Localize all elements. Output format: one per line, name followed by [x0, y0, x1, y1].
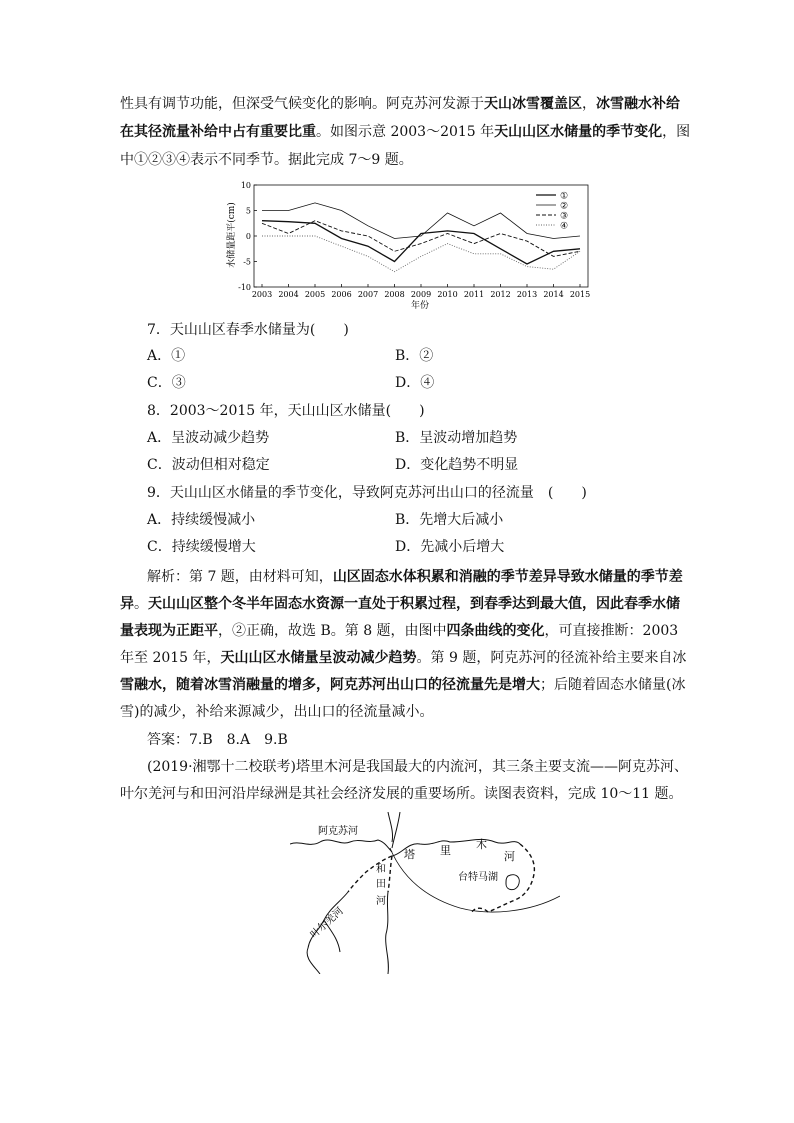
legend-label-3: ③ [560, 211, 569, 222]
map-label-hotan-1: 和 [376, 864, 386, 875]
x-tick-label: 2003 [251, 290, 273, 299]
map-label-aksu: 阿克苏河 [318, 826, 358, 837]
x-tick-label: 2005 [304, 290, 326, 299]
question-8-option-a[interactable]: A．呈波动减少趋势 [147, 430, 270, 446]
water-storage-chart [224, 180, 598, 310]
series-line-1 [262, 221, 580, 264]
taitema-lake-outline [506, 875, 519, 890]
y-tick-label: -10 [238, 283, 251, 292]
analysis-line-6: 雪)的减少，补给来源减少，出山口的径流量减小。 [120, 704, 434, 720]
question-7-stem: 7．天山山区春季水储量为( ) [147, 322, 349, 338]
passage2-line-1: (2019·湘鄂十二校联考)塔里木河是我国最大的内流河，其三条主要支流——阿克苏河、 [147, 759, 689, 775]
legend-label-4: ④ [560, 221, 569, 232]
intro-line-3: 中①②③④表示不同季节。据此完成 7～9 题。 [120, 152, 413, 168]
chart-ylabel: 水储量距平(cm) [227, 202, 237, 268]
intro-line-2: 在其径流量补给中占有重要比重。如图示意 2003～2015 年天山山区水储量的季节变化，图 [120, 124, 691, 140]
x-tick-label: 2011 [463, 290, 485, 299]
map-label-tarim-2: 里 [440, 844, 451, 857]
question-7-option-a[interactable]: A．① [147, 348, 186, 364]
analysis-line-1: 解析：第 7 题，由材料可知，山区固态水体积累和消融的季节差异导致水储量的季节差 [147, 569, 683, 585]
question-8-option-b[interactable]: B．呈波动增加趋势 [395, 430, 518, 446]
question-9-option-c[interactable]: C．持续缓慢增大 [147, 539, 256, 555]
y-tick-label: -5 [243, 257, 251, 267]
analysis-line-5: 雪融水，随着冰雪消融量的增多，阿克苏河出山口的径流量先是增大；后随着固态水储量(冰 [120, 677, 686, 693]
map-label-hotan-2: 田 [376, 879, 386, 890]
map-label-yarkand: 叶尔羌河 [308, 905, 346, 941]
aksu-river [290, 840, 392, 852]
series-line-4 [262, 236, 580, 272]
aksu-river-branch [388, 812, 400, 848]
analysis-line-2: 异。天山山区整个冬半年固态水资源一直处于积累过程，到春季达到最大值，因此春季水储 [120, 596, 680, 612]
question-8-option-d[interactable]: D．变化趋势不明显 [395, 457, 519, 473]
hotan-river-dashed [388, 856, 392, 892]
question-7-option-d[interactable]: D．④ [395, 375, 435, 391]
tarim-river-map [290, 812, 560, 974]
question-7-option-c[interactable]: C．③ [147, 375, 186, 391]
answer-line: 答案：7.B 8.A 9.B [147, 732, 288, 748]
chart-xlabel: 年份 [410, 301, 430, 310]
x-tick-label: 2014 [543, 290, 564, 299]
map-label-tarim-3: 木 [476, 838, 487, 851]
y-tick-label: 5 [245, 206, 251, 216]
y-tick-label: 10 [240, 181, 251, 190]
question-9-option-a[interactable]: A．持续缓慢减小 [147, 512, 256, 528]
x-tick-label: 2009 [410, 290, 432, 299]
question-9-stem: 9．天山山区水储量的季节变化，导致阿克苏河出山口的径流量 ( ) [147, 485, 587, 501]
hotan-river-solid [386, 892, 389, 974]
analysis-line-3: 量表现为正距平，②正确，故选 B。第 8 题，由图中四条曲线的变化，可直接推断：2003 [120, 623, 679, 639]
legend-label-2: ② [560, 201, 569, 212]
map-label-tarim-1: 塔 [404, 848, 415, 861]
map-label-hotan-3: 河 [376, 896, 386, 907]
passage2-line-2: 叶尔羌河与和田河沿岸绿洲是其社会经济发展的重要场所。读图表资料，完成 10～11 题。 [120, 786, 683, 802]
y-tick-label: 0 [245, 232, 251, 241]
x-tick-label: 2004 [278, 290, 299, 299]
question-8-stem: 8．2003～2015 年，天山山区水储量( ) [147, 403, 425, 419]
question-7-option-b[interactable]: B．② [395, 348, 434, 364]
x-tick-label: 2008 [384, 290, 405, 299]
legend-label-1: ① [560, 191, 569, 202]
x-tick-label: 2013 [516, 290, 538, 299]
intro-line-1: 性具有调节功能，但深受气候变化的影响。阿克苏河发源于天山冰雪覆盖区，冰雪融水补给 [120, 96, 680, 112]
x-tick-label: 2007 [357, 290, 379, 299]
x-tick-label: 2015 [569, 290, 591, 299]
question-9-option-d[interactable]: D．先减小后增大 [395, 539, 505, 555]
x-tick-label: 2010 [437, 290, 458, 299]
x-tick-label: 2012 [490, 290, 511, 299]
series-line-3 [262, 221, 580, 257]
question-8-option-c[interactable]: C．波动但相对稳定 [147, 457, 270, 473]
question-9-option-b[interactable]: B．先增大后减小 [395, 512, 504, 528]
map-label-tarim-4: 河 [504, 850, 515, 863]
map-label-taitema: 台特马湖 [458, 872, 498, 883]
x-tick-label: 2006 [331, 290, 352, 299]
analysis-line-4: 年至 2015 年，天山山区水储量呈波动减少趋势。第 9 题，阿克苏河的径流补给主要来自冰 [120, 650, 687, 666]
